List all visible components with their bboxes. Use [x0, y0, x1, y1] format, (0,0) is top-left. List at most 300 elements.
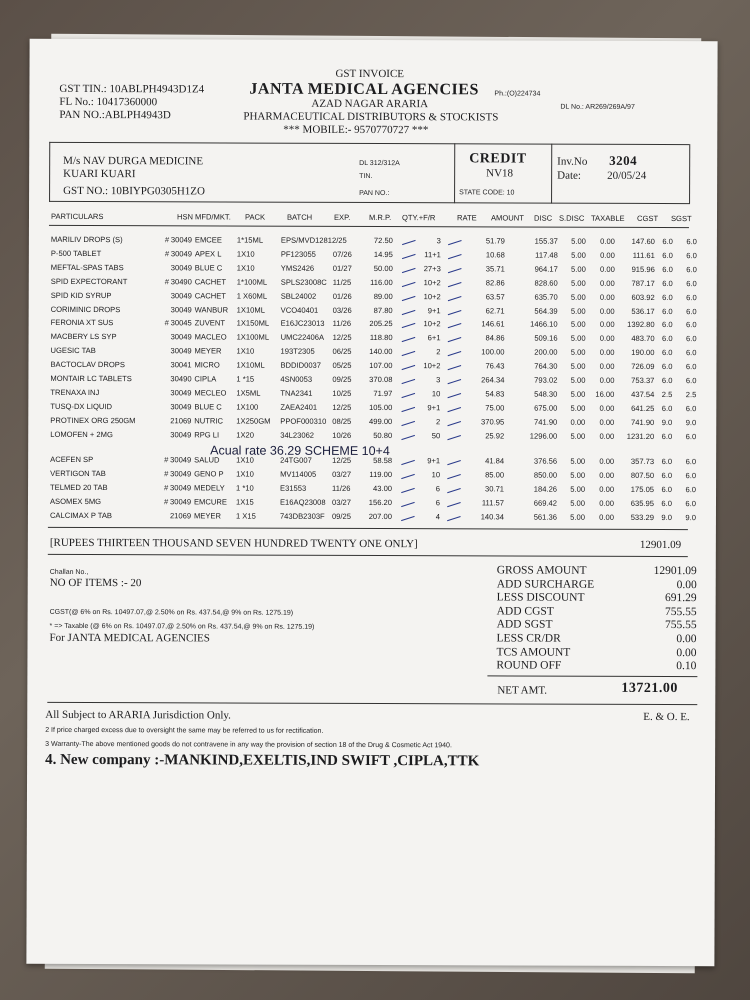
- divider: [49, 225, 689, 228]
- cell-hsn: 30490: [170, 276, 192, 287]
- cell-batch: SBL24002: [280, 291, 317, 301]
- cell-amount: 564.39: [534, 306, 558, 316]
- cell-disc: 0.00: [570, 417, 586, 427]
- customer-dl: DL 312/312A: [359, 159, 400, 168]
- cell-batch: PPOF000310: [280, 416, 327, 426]
- table-row: [29, 235, 719, 249]
- cell-mfd: MACLEO: [194, 332, 227, 342]
- cell-amount: 741.90: [534, 417, 558, 427]
- cell-exp: 12/25: [332, 455, 352, 465]
- cell-disc: 5.00: [570, 512, 585, 522]
- cell-batch: 24TG007: [280, 455, 312, 465]
- table-row: [29, 346, 719, 360]
- cell-sgst: 2.5: [685, 389, 697, 400]
- divider: [48, 554, 688, 557]
- cell-sdisc: 0.00: [599, 456, 615, 466]
- cell-exp: 10/26: [332, 430, 352, 440]
- cell-exp: 10/25: [332, 388, 352, 398]
- cell-taxable: 111.61: [632, 250, 655, 260]
- customer-tin: TIN.: [359, 172, 373, 180]
- check-mark: [399, 468, 414, 479]
- cell-mrp: 58.58: [373, 456, 393, 466]
- cell-hsn: 30049: [170, 304, 192, 314]
- cell-name: TELMED 20 TAB: [50, 482, 108, 492]
- cell-batch: SPLS23008C: [280, 277, 327, 287]
- check-mark: [446, 332, 461, 343]
- summary-label: ROUND OFF: [496, 659, 562, 672]
- cell-disc: 5.00: [570, 333, 586, 344]
- cell-taxable: 175.05: [630, 484, 655, 494]
- divider: [49, 201, 689, 204]
- summary-label: LESS CR/DR: [496, 632, 561, 645]
- check-mark: [446, 290, 461, 301]
- cell-cgst: 6.0: [661, 362, 673, 372]
- summary-label: TCS AMOUNT: [496, 646, 571, 659]
- net-amount: 13721.00: [621, 680, 678, 697]
- check-mark: [400, 415, 415, 426]
- cell-cgst: 6.0: [662, 292, 673, 302]
- cell-qty: 9+1: [427, 305, 441, 315]
- cell-qty: 6+1: [427, 333, 441, 343]
- cell-exp: 09/25: [331, 511, 351, 521]
- cell-name: CALCIMAX P TAB: [49, 510, 113, 520]
- handwritten-note: Acual rate 36.29 SCHEME 10+4: [210, 443, 390, 459]
- cell-sgst: 6.0: [685, 403, 697, 413]
- divider: [454, 143, 455, 203]
- summary-value: 755.55: [664, 605, 697, 618]
- cell-mrp: 207.00: [368, 511, 392, 521]
- cell-disc: 5.00: [570, 292, 586, 302]
- divider: [48, 527, 688, 530]
- cell-disc: 5.00: [570, 347, 586, 357]
- cell-mfd: MEYER: [193, 510, 221, 521]
- column-header: EXP.: [333, 212, 351, 222]
- cell-rate: 84.86: [485, 333, 505, 343]
- cell-cgst: 9.0: [661, 417, 673, 427]
- table-row: [28, 496, 718, 510]
- cell-cgst: 6.0: [662, 264, 673, 274]
- cell-rate: 76.43: [485, 361, 505, 371]
- check-mark: [400, 234, 415, 245]
- cell-disc: 5.00: [570, 306, 586, 316]
- cell-exp: 03/27: [332, 469, 352, 479]
- taxable-breakup: * => Taxable (@ 6% on Rs. 10497.07,@ 2.50% on Rs. 437.54,@ 9% on Rs. 1275.19): [49, 622, 315, 631]
- cell-sdisc: 0.00: [599, 292, 615, 302]
- cell-cgst: 6.0: [661, 334, 673, 344]
- cell-taxable: 533.29: [630, 512, 654, 522]
- cell-hsn: 21069: [170, 415, 192, 426]
- cell-batch: E16AQ23008: [279, 497, 326, 507]
- cell-mfd: WANBUR: [194, 304, 229, 314]
- cell-batch: BDDID0037: [280, 360, 322, 370]
- cell-sgst: 6.0: [686, 292, 697, 302]
- cell-mfd: EMCURE: [193, 497, 227, 507]
- cell-rate: 75.00: [485, 403, 505, 413]
- cell-exp: 07/26: [332, 249, 352, 259]
- cell-qty: 3: [436, 236, 441, 246]
- customer-place: KUARI KUARI: [63, 167, 136, 181]
- cell-amount: 509.16: [534, 333, 558, 343]
- gst-tin: GST TIN.: 10ABLPH4943D1Z4: [59, 82, 205, 96]
- check-mark: [400, 429, 415, 440]
- cell-exp: 12/25: [332, 333, 352, 343]
- cell-sdisc: 0.00: [599, 361, 615, 371]
- cell-qty: 9+1: [427, 456, 441, 466]
- cell-sdisc: 0.00: [599, 498, 615, 508]
- summary-value: 0.00: [676, 646, 697, 659]
- cell-qty: 2: [436, 347, 441, 357]
- check-mark: [400, 290, 415, 301]
- cell-pack: 1*100ML: [236, 277, 268, 287]
- check-mark: [400, 401, 415, 412]
- cell-cgst: 6.0: [662, 320, 673, 330]
- check-mark: [400, 318, 415, 329]
- check-mark: [399, 510, 414, 521]
- cell-amount: 376.56: [533, 456, 558, 466]
- summary-value: 755.55: [664, 619, 697, 632]
- cell-hsn: 30049: [170, 263, 192, 273]
- check-mark: [446, 401, 461, 412]
- no-of-items: NO OF ITEMS :- 20: [49, 576, 142, 590]
- cell-qty: 6: [435, 497, 441, 507]
- cell-mfd: SALUD: [194, 455, 220, 465]
- cell-sdisc: 0.00: [600, 250, 615, 260]
- jurisdiction: All Subject to ARARIA Jurisdiction Only.: [45, 708, 231, 722]
- cell-exp: 03/27: [331, 497, 352, 507]
- column-header: TAXABLE: [590, 213, 625, 223]
- cell-mrp: 14.95: [373, 249, 393, 259]
- cell-pack: 1 X60ML: [236, 291, 268, 301]
- cell-mfd: CIPLA: [194, 374, 217, 384]
- check-mark: [400, 387, 415, 398]
- cell-amount: 561.36: [533, 512, 557, 522]
- cell-mark: #: [164, 235, 170, 245]
- table-row: [28, 415, 718, 429]
- cell-taxable: 753.37: [631, 375, 655, 385]
- cell-pack: 1X100: [236, 402, 259, 412]
- customer-pan: PAN NO.:: [359, 189, 390, 198]
- cell-qty: 50: [431, 430, 441, 440]
- check-mark: [445, 510, 460, 521]
- cell-batch: E31553: [280, 483, 307, 493]
- cell-mrp: 118.80: [369, 333, 393, 343]
- cell-sdisc: 16.00: [595, 389, 615, 399]
- cell-batch: UMC22406A: [280, 332, 325, 343]
- cell-sgst: 6.0: [686, 264, 697, 274]
- cell-disc: 5.00: [570, 375, 586, 385]
- cell-cgst: 6.0: [662, 306, 673, 316]
- cell-taxable: 147.60: [631, 236, 655, 246]
- column-header: DISC: [533, 213, 553, 223]
- cell-cgst: 6.0: [662, 237, 673, 247]
- cell-mrp: 499.00: [369, 416, 393, 426]
- cell-sdisc: 0.00: [599, 320, 615, 330]
- cell-mfd: BLUE C: [194, 402, 222, 412]
- cell-disc: 5.00: [570, 431, 586, 441]
- cell-hsn: 30049: [170, 332, 192, 342]
- check-mark: [400, 373, 415, 384]
- check-mark: [446, 318, 461, 329]
- cell-mfd: BLUE C: [194, 263, 223, 273]
- summary-label: ADD SURCHARGE: [496, 578, 595, 591]
- cell-rate: 82.86: [485, 278, 505, 288]
- cell-qty: 10+2: [423, 277, 441, 287]
- cell-hsn: 30049: [170, 483, 192, 493]
- cell-mrp: 72.50: [373, 236, 393, 246]
- cell-sgst: 6.0: [685, 362, 697, 372]
- cell-rate: 111.57: [481, 498, 505, 508]
- cell-disc: 5.00: [570, 403, 586, 413]
- cell-batch: YMS2426: [280, 263, 315, 273]
- summary-value: 691.29: [665, 592, 697, 605]
- cell-rate: 25.92: [485, 430, 505, 441]
- cell-hsn: 30049: [170, 346, 192, 356]
- cell-pack: 1X10: [236, 469, 254, 479]
- cell-hsn: 30049: [170, 388, 192, 398]
- challan-no: Challan No.,: [49, 568, 89, 577]
- cell-batch: EPS/MVD12812/25: [280, 235, 347, 245]
- cell-pack: 1X250GM: [236, 416, 271, 426]
- check-mark: [400, 345, 415, 356]
- divider: [689, 144, 690, 204]
- cell-rate: 264.34: [481, 375, 505, 385]
- cell-qty: 4: [435, 511, 440, 521]
- cell-pack: 1X10: [236, 346, 255, 356]
- cell-qty: 2: [436, 416, 441, 426]
- column-header: RATE: [456, 213, 477, 223]
- column-header: S.DISC: [558, 213, 585, 223]
- cgst-breakup: CGST(@ 6% on Rs. 10497.07,@ 2.50% on Rs. 437.54,@ 9% on Rs. 1275.19): [49, 608, 294, 617]
- cell-sdisc: 0.00: [599, 347, 615, 358]
- cell-name: TRENAXA INJ: [50, 387, 100, 397]
- cell-pack: 1X5ML: [236, 388, 261, 398]
- column-header: CGST: [636, 213, 659, 223]
- cell-batch: PF123055: [280, 249, 316, 259]
- cell-taxable: 603.92: [631, 292, 655, 302]
- check-mark: [446, 234, 461, 245]
- cell-taxable: 1392.80: [627, 320, 655, 330]
- note-4: 4. New company :-MANKIND,EXELTIS,IND SWIFT ,CIPLA,TTK: [45, 751, 480, 770]
- cell-rate: 54.83: [485, 389, 505, 399]
- dl-no: DL No.: AR269/269A/97: [560, 103, 635, 111]
- check-mark: [445, 496, 460, 507]
- cell-taxable: 741.90: [631, 417, 655, 427]
- cell-hsn: 30490: [170, 374, 192, 384]
- cell-pack: 1 *10: [236, 483, 254, 493]
- check-mark: [400, 248, 415, 259]
- cell-mark: #: [164, 455, 169, 465]
- cell-sgst: 9.0: [685, 512, 696, 522]
- cell-mrp: 50.80: [373, 430, 393, 440]
- cell-pack: 1X10: [236, 455, 254, 465]
- cell-mfd: GENO P: [194, 469, 224, 479]
- cell-disc: 5.00: [570, 484, 586, 494]
- cell-cgst: 6.0: [661, 431, 673, 441]
- cell-hsn: 21069: [169, 510, 192, 520]
- cell-hsn: 30049: [170, 290, 192, 300]
- note-2: 2 If price charged excess due to oversight the same may be referred to us for rectification.: [45, 726, 324, 735]
- check-mark: [446, 373, 461, 384]
- cell-exp: 11/26: [332, 483, 351, 493]
- cell-mfd: RPG LI: [194, 429, 220, 440]
- cell-mrp: 50.00: [373, 263, 393, 273]
- cell-name: BACTOCLAV DROPS: [50, 359, 125, 370]
- check-mark: [400, 262, 415, 273]
- cell-qty: 11+1: [424, 250, 441, 260]
- check-mark: [446, 304, 461, 315]
- check-mark: [446, 345, 461, 356]
- cell-pack: 1 *15: [236, 374, 255, 384]
- cell-rate: 100.00: [481, 347, 505, 357]
- cell-mark: #: [164, 469, 169, 479]
- cell-sgst: 6.0: [685, 457, 697, 467]
- cell-amount: 635.70: [534, 292, 558, 302]
- cell-sdisc: 0.00: [599, 484, 615, 494]
- cell-pack: 1X20: [236, 430, 255, 440]
- cell-exp: 01/26: [332, 291, 352, 301]
- cell-mfd: ZUVENT: [194, 318, 226, 328]
- cell-exp: 12/25: [332, 402, 352, 412]
- cell-sgst: 6.0: [685, 334, 697, 344]
- phone: Ph.:(O)224734: [494, 90, 541, 98]
- cell-mrp: 116.00: [370, 277, 393, 287]
- cell-sgst: 6.0: [686, 320, 697, 330]
- cell-sgst: 6.0: [686, 237, 697, 247]
- cell-batch: TNA2341: [280, 388, 313, 398]
- cell-mrp: 205.25: [369, 319, 393, 329]
- cell-disc: 5.00: [571, 250, 586, 260]
- cell-taxable: 483.70: [631, 334, 655, 344]
- cell-sgst: 6.0: [686, 278, 697, 288]
- check-mark: [400, 276, 415, 287]
- cell-batch: ZAEA2401: [280, 402, 318, 412]
- cell-exp: 03/26: [332, 305, 352, 315]
- cell-hsn: 30049: [170, 429, 192, 439]
- cell-exp: 11/25: [332, 277, 352, 287]
- invoice-date: 20/05/24: [607, 169, 647, 182]
- cell-taxable: 726.09: [631, 361, 655, 372]
- cell-name: FERONIA XT SUS: [50, 318, 114, 328]
- cell-name: MARILIV DROPS (S): [50, 234, 123, 245]
- mobile: *** MOBILE:- 9570770727 ***: [283, 123, 429, 137]
- cell-taxable: 357.73: [630, 456, 655, 466]
- cell-mrp: 119.00: [369, 469, 393, 479]
- cell-batch: E16JC23013: [280, 319, 325, 329]
- cell-sgst: 6.0: [685, 498, 697, 508]
- cell-batch: 34L23062: [280, 430, 315, 440]
- eoe: E. & O. E.: [643, 710, 690, 724]
- cell-mfd: CACHET: [194, 277, 227, 287]
- cell-disc: 5.00: [570, 320, 586, 330]
- column-header: M.R.P.: [368, 212, 392, 223]
- cell-exp: 06/25: [332, 347, 352, 357]
- cell-pack: 1X10ML: [236, 360, 265, 370]
- customer-gst: GST NO.: 10BIYPG0305H1ZO: [63, 184, 205, 198]
- cell-rate: 370.95: [481, 417, 505, 427]
- cell-sgst: 6.0: [686, 250, 697, 261]
- check-mark: [400, 331, 415, 342]
- cell-hsn: 30049: [170, 469, 192, 479]
- cell-taxable: 536.17: [631, 306, 655, 316]
- cell-name: MACBERY LS SYP: [50, 332, 117, 342]
- cell-mfd: MEYER: [194, 346, 222, 356]
- cell-disc: 5.00: [570, 456, 586, 466]
- cell-taxable: 807.50: [630, 470, 655, 480]
- cell-taxable: 437.54: [631, 389, 655, 399]
- cell-taxable: 635.95: [630, 498, 655, 508]
- cell-name: SPID EXPECTORANT: [50, 276, 128, 286]
- cell-taxable: 787.17: [631, 278, 655, 288]
- cell-sdisc: 0.00: [599, 403, 615, 413]
- column-header: MFD/MKT.: [194, 212, 231, 222]
- column-header: AMOUNT: [490, 213, 524, 223]
- cell-amount: 117.48: [535, 250, 558, 260]
- cell-sdisc: 0.00: [599, 278, 615, 288]
- cell-pack: 1X10ML: [236, 305, 265, 315]
- summary-block: [496, 564, 696, 700]
- cell-mrp: 140.00: [369, 347, 393, 357]
- cell-rate: 62.71: [485, 305, 505, 315]
- cell-hsn: 30049: [170, 455, 192, 465]
- state-code: STATE CODE: 10: [459, 189, 515, 197]
- check-mark: [446, 429, 461, 440]
- cell-qty: 10: [431, 389, 441, 399]
- business-line: PHARMACEUTICAL DISTRIBUTORS & STOCKISTS: [243, 110, 499, 124]
- cell-disc: 5.00: [570, 361, 586, 371]
- check-mark: [446, 415, 461, 426]
- table-row: [29, 249, 719, 263]
- for-company: For JANTA MEDICAL AGENCIES: [49, 631, 210, 645]
- cell-hsn: 30041: [170, 360, 192, 370]
- net-amount-label: NET AMT.: [497, 684, 548, 697]
- cell-qty: 10+2: [423, 291, 441, 301]
- table-row: [29, 332, 719, 346]
- cell-hsn: 30045: [170, 318, 192, 328]
- cell-cgst: 6.0: [662, 250, 673, 260]
- cell-name: CORIMINIC DROPS: [50, 304, 121, 314]
- summary-label: LESS DISCOUNT: [496, 591, 585, 604]
- cell-pack: 1X150ML: [236, 318, 270, 329]
- inv-no-label: Inv.No: [557, 155, 588, 168]
- cell-qty: 10+2: [423, 319, 441, 329]
- table-row: [29, 304, 719, 318]
- check-mark: [446, 276, 461, 287]
- table-row: [28, 469, 718, 483]
- check-mark: [446, 248, 461, 259]
- cell-taxable: 1231.20: [626, 431, 655, 441]
- column-header: BATCH: [286, 212, 313, 222]
- amount-in-words: [RUPEES THIRTEEN THOUSAND SEVEN HUNDRED TWENTY ONE ONLY]: [49, 536, 418, 551]
- check-mark: [446, 359, 461, 370]
- cell-batch: 743DB2303F: [279, 511, 325, 521]
- cell-cgst: 6.0: [661, 470, 673, 480]
- customer-name: M/s NAV DURGA MEDICINE: [63, 154, 204, 168]
- cell-pack: 1*15ML: [236, 235, 264, 245]
- cell-mfd: MICRO: [194, 360, 220, 370]
- cell-pack: 1X100ML: [236, 332, 270, 342]
- cell-batch: VCO40401: [280, 305, 319, 315]
- cell-amount: 669.42: [533, 498, 558, 508]
- cell-name: SPID KID SYRUP: [50, 290, 112, 300]
- check-mark: [445, 454, 460, 465]
- cell-qty: 9+1: [427, 402, 441, 413]
- cell-name: PROTINEX ORG 250GM: [50, 415, 136, 425]
- cell-taxable: 190.00: [631, 348, 655, 358]
- table-row: [28, 360, 718, 374]
- cell-mfd: CACHET: [194, 290, 226, 301]
- check-mark: [400, 359, 415, 370]
- cell-mrp: 43.00: [373, 483, 393, 493]
